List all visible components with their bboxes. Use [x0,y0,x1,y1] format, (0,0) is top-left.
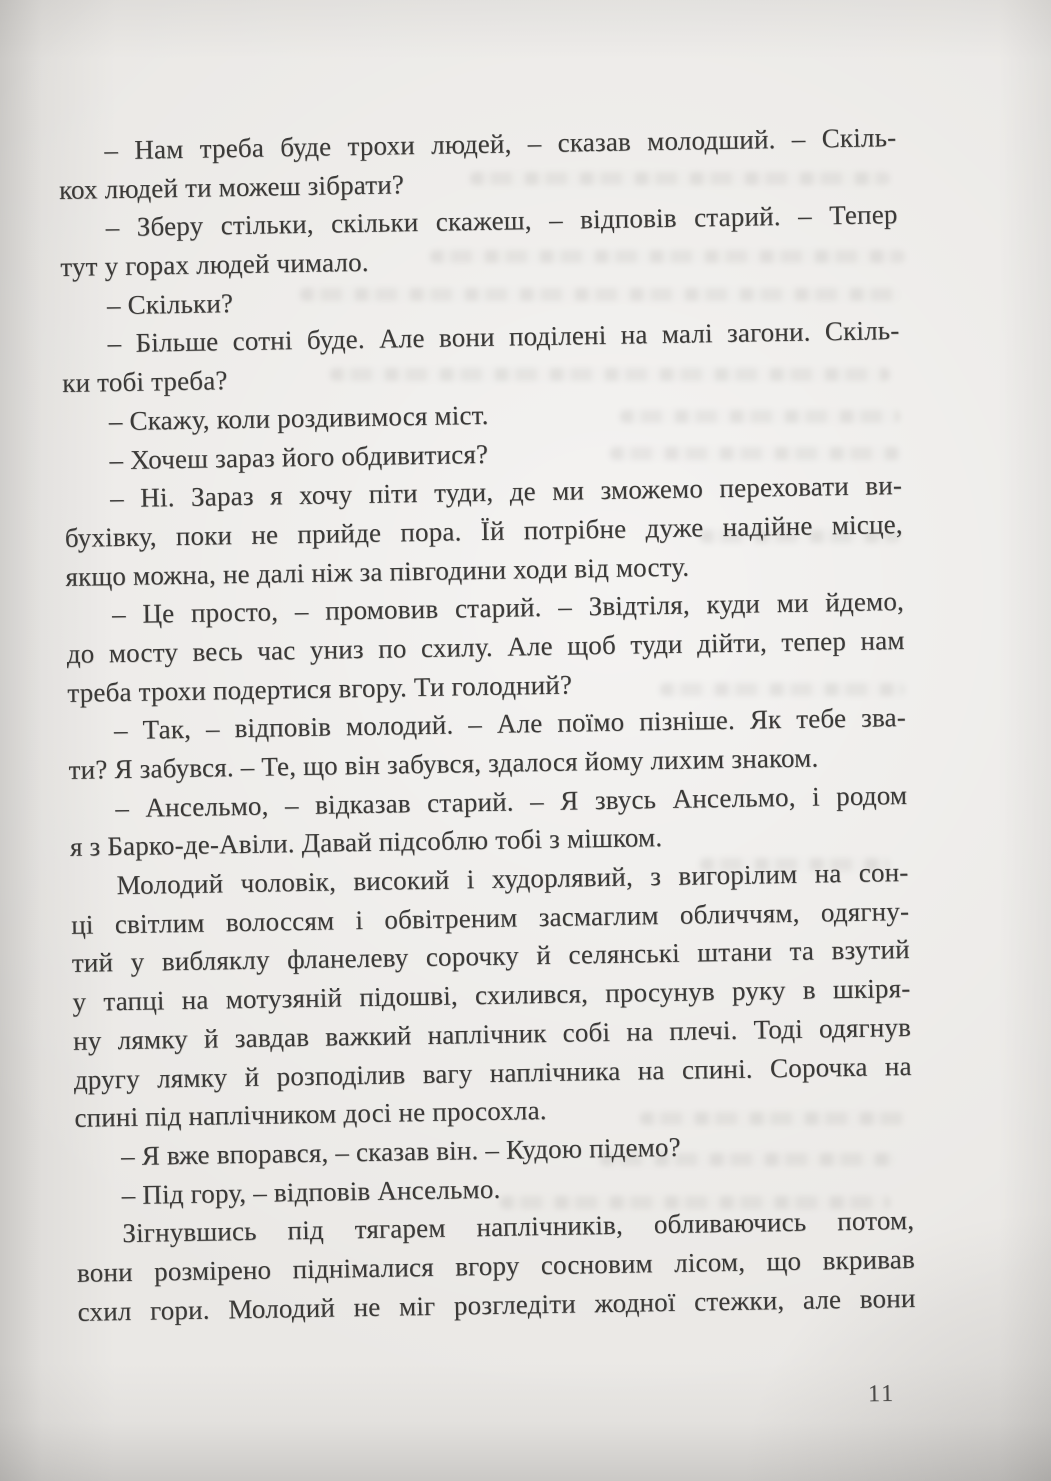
paragraph [69,776,908,867]
text-line: ки тобі треба? [61,365,228,399]
text-line: якщо можна, не далі ніж за півгодини ходи від мосту. [65,551,690,592]
text-line: – Ні. Зараз я хочу піти туди, де ми зможемо переховати ви- [109,470,903,514]
text-line: треба трохи подертися вгору. Ти голодний? [67,669,573,708]
text-line: – Я вже впорався, – сказав він. – Кудою підемо? [120,1131,682,1171]
text-line: Молодий чоловік, високий і худорлявий, з вигорілим на сон- [116,857,909,901]
text-line: я з Барко-де-Авіли. Давай підсоблю тобі з мішком. [69,822,663,863]
text-line: вони розмірено піднімалися вгору сосновим лісом, що вкривав [76,1243,916,1288]
text-line: ці світлим волоссям і обвітреним засмаглим обличчям, одягну- [70,895,910,940]
page-number: 11 [867,1380,896,1408]
paragraph [61,311,900,402]
paragraph [64,466,904,596]
text-line: до мосту весь час униз по схилу. Але щоб туди дійти, тепер нам [66,624,905,669]
text-line: – Це просто, – промовив старий. – Звідтіля, куди ми йдемо, [111,586,905,630]
text-line: другу лямку й розподілив вагу наплічника на спині. Сорочка на [73,1050,912,1095]
paragraph [70,853,912,1138]
paragraph [59,195,898,286]
text-line: тут у горах людей чимало. [60,246,369,283]
text-line: спині під наплічником досі не просохла. [74,1095,547,1134]
text-line: – Більше сотні буде. Але вони поділені на малі загони. Скіль- [107,315,900,359]
text-line: бухівку, поки не прийде пора. Їй потрібне дуже надійне місце, [64,508,903,553]
text-line: – Хочеш зараз його обдивитися? [109,438,489,475]
text-line: ти? Я забувся. – Те, що він забувся, здалося йому лихим знаком. [68,742,819,785]
text-line: – Під гору, – відповів Ансельмо. [121,1173,501,1210]
paragraph [58,118,897,209]
text-line: ну лямку й завдав важкий наплічник собі на плечі. Тоді одягнув [72,1011,912,1056]
text-line: Зігнувшись під тягарем наплічників, обливаючись потом, [122,1205,915,1249]
text-line: кох людей ти можеш зібрати? [58,168,405,205]
paragraph [76,1201,916,1331]
text-line: – Нам треба буде трохи людей, – сказав молодший. – Скіль- [104,122,897,166]
text-line: – Так, – відповів молодий. – Але поїмо пізніше. Як тебе зва- [113,702,907,746]
text-line: схил гори. Молодий не міг розгледіти жодної стежки, але вони [77,1282,916,1327]
text-line: – Скажу, коли роздивимося міст. [108,399,489,436]
text-line: у тапці на мотузяній підошві, схилився, просунув руку в шкіря- [72,973,911,1017]
text-line: – Скільки? [106,287,234,320]
text-line: – Зберу стільки, скільки скажеш, – відповів старий. – Тепер [105,199,898,243]
body-text [58,118,916,1331]
text-line: – Ансельмо, – відказав старий. – Я звусь Ансельмо, і родом [115,779,908,823]
paragraph [68,698,907,789]
text-line: тий у вибляклу фланелеву сорочку й селянські штани та взутий [71,934,910,979]
paragraph [66,582,906,712]
